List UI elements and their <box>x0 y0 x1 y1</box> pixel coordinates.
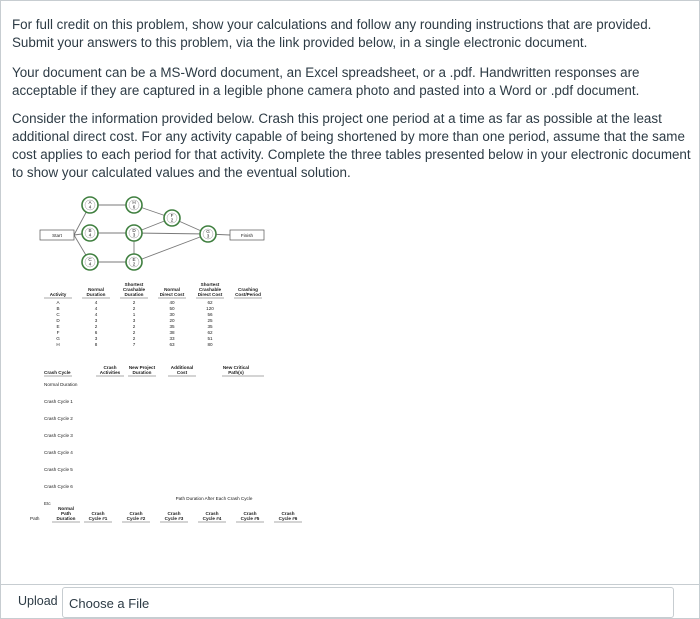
activity-cell: 3 <box>94 318 98 323</box>
crash-header: New Project <box>128 365 156 370</box>
node-id: D <box>132 228 136 233</box>
node-id: A <box>88 200 92 205</box>
node-id: C <box>88 257 92 262</box>
node-duration: 4 <box>88 204 92 210</box>
crash-row-label: Crash Cycle 5 <box>44 467 73 472</box>
path-row-label: Path <box>30 516 40 521</box>
path-header: Normal <box>58 506 74 511</box>
path-header: Cycle #5 <box>240 516 260 521</box>
activity-header: Crashable <box>198 287 222 292</box>
activity-cell: 35 <box>169 324 175 329</box>
crash-header: Path(s) <box>228 370 244 375</box>
node-id: B <box>88 228 92 233</box>
activity-cell: 4 <box>94 306 98 311</box>
activity-header: Direct Cost <box>159 292 185 297</box>
network-diagram <box>40 197 264 270</box>
node-duration: 3 <box>206 233 210 239</box>
path-header: Cycle #6 <box>278 516 298 521</box>
path-header: Cycle #2 <box>126 516 146 521</box>
activity-cell: 3 <box>132 318 136 323</box>
activity-cell: 2 <box>94 324 98 329</box>
path-header: Crash <box>205 511 219 516</box>
activity-cell: G <box>56 336 60 341</box>
crash-row-label: Crash Cycle 4 <box>44 450 73 455</box>
choose-file-button[interactable]: Choose a File <box>69 596 150 611</box>
activity-cell: 4 <box>94 312 98 317</box>
instruction-paragraph-3: Consider the information provided below. Crash this project one period at a time as far as possible at the least additional direct cost. For any activity capable of being shortened by more than one period, assume that the same cost applies to each period for that activity. Complete the three tables presented below in your electronic document to show your calculated values and the eventual solution. <box>12 111 691 180</box>
activity-header: Shortest <box>124 282 144 287</box>
activity-header: Shortest <box>200 282 220 287</box>
crash-header: Duration <box>132 370 152 375</box>
path-header: Crash <box>167 511 181 516</box>
activity-cell: 2 <box>132 306 136 311</box>
path-header: Cycle #3 <box>164 516 184 521</box>
crash-header: Crash Cycle <box>44 370 71 375</box>
network-edge <box>134 233 208 234</box>
crash-row-label: Crash Cycle 6 <box>44 484 73 489</box>
activity-cell: 2 <box>132 336 136 341</box>
activity-header: Crashing <box>238 287 258 292</box>
activity-cell: A <box>56 300 60 305</box>
path-header: Cycle #4 <box>202 516 222 521</box>
path-header: Crash <box>129 511 143 516</box>
node-duration: 6 <box>132 204 136 210</box>
path-header: Cycle #1 <box>88 516 108 521</box>
activity-header: Crashable <box>122 287 146 292</box>
crash-row-label: Crash Cycle 1 <box>44 399 73 404</box>
activity-cell: 8 <box>94 342 98 347</box>
path-header: Path <box>61 511 71 516</box>
path-header: Duration <box>56 516 76 521</box>
activity-cell: 38 <box>169 330 175 335</box>
activity-cell: 30 <box>169 312 175 317</box>
activity-cell: 2 <box>132 330 136 335</box>
node-id: E <box>132 257 136 262</box>
crash-row-label: Crash Cycle 2 <box>44 416 73 421</box>
crash-row-label: Crash Cycle 3 <box>44 433 73 438</box>
instruction-paragraph-1: For full credit on this problem, show your calculations and follow any rounding instructions that are provided. Submit your answers to this problem, via the link provided below, in a single electronic document. <box>12 17 652 50</box>
activity-cell: 120 <box>206 306 214 311</box>
upload-label: Upload <box>18 594 58 608</box>
activity-header: Duration <box>86 292 106 297</box>
activity-cell: 80 <box>207 342 213 347</box>
activity-cell: 35 <box>207 324 213 329</box>
activity-cell: 40 <box>169 300 175 305</box>
activity-header: Duration <box>124 292 144 297</box>
crash-row-label: Etc <box>44 501 51 506</box>
node-duration: 2 <box>132 261 136 267</box>
activity-cell: 20 <box>169 318 175 323</box>
crash-header: Crash <box>103 365 117 370</box>
node-id: F <box>170 213 174 218</box>
node-duration: 4 <box>88 232 92 238</box>
path-table <box>30 496 302 522</box>
path-super-header: Path Duration After Each Crash Cycle <box>175 496 253 501</box>
crash-row-label: Normal Duration <box>44 382 78 387</box>
network-edge <box>134 234 208 262</box>
activity-cell: 2 <box>132 300 136 305</box>
activity-header: Normal <box>164 287 180 292</box>
crash-header: Cost <box>176 370 188 375</box>
node-duration: 4 <box>88 261 92 267</box>
activity-cell: B <box>56 306 60 311</box>
problem-figure <box>24 196 684 536</box>
activity-header: Cost/Period <box>235 292 261 297</box>
activity-cell: C <box>56 312 60 317</box>
crash-header: New Critical <box>222 365 250 370</box>
activity-cell: 62 <box>207 300 213 305</box>
upload-row <box>0 584 700 618</box>
path-header: Crash <box>243 511 257 516</box>
start-label: Start <box>52 232 62 238</box>
crash-header: Additional <box>170 365 194 370</box>
activity-cell: 6 <box>94 330 98 335</box>
node-duration: 2 <box>170 217 174 223</box>
node-id: H <box>132 200 136 205</box>
instruction-paragraph-2: Your document can be a MS-Word document, an Excel spreadsheet, or a .pdf. Handwritten responses are acceptable if they are captured in a legible phone camera photo and pasted into a Word or .pdf document. <box>12 65 640 98</box>
activity-cell: 4 <box>94 300 98 305</box>
activity-cell: 51 <box>207 336 213 341</box>
activity-cell: H <box>56 342 60 347</box>
activity-cell: D <box>56 318 60 323</box>
activity-cell: 3 <box>94 336 98 341</box>
activity-cell: F <box>56 330 60 335</box>
crash-table <box>44 365 264 506</box>
node-id: G <box>206 229 210 234</box>
node-duration: 3 <box>132 232 136 238</box>
crash-header: Activities <box>99 370 121 375</box>
activity-cell: 63 <box>169 342 175 347</box>
path-header: Crash <box>281 511 295 516</box>
activity-cell: 56 <box>207 312 213 317</box>
activity-cell: 1 <box>132 312 136 317</box>
activity-cell: E <box>56 324 60 329</box>
activity-cell: 50 <box>169 306 175 311</box>
path-header: Crash <box>91 511 105 516</box>
finish-label: Finish <box>240 232 254 238</box>
activity-cell: 25 <box>207 318 213 323</box>
activity-cell: 33 <box>169 336 175 341</box>
activity-table <box>44 282 262 347</box>
activity-cell: 2 <box>132 324 136 329</box>
activity-header: Direct Cost <box>197 292 223 297</box>
activity-cell: 7 <box>132 342 136 347</box>
activity-cell: 62 <box>207 330 213 335</box>
activity-header: Activity <box>49 292 67 297</box>
file-upload-field[interactable] <box>62 587 674 618</box>
activity-header: Normal <box>88 287 104 292</box>
